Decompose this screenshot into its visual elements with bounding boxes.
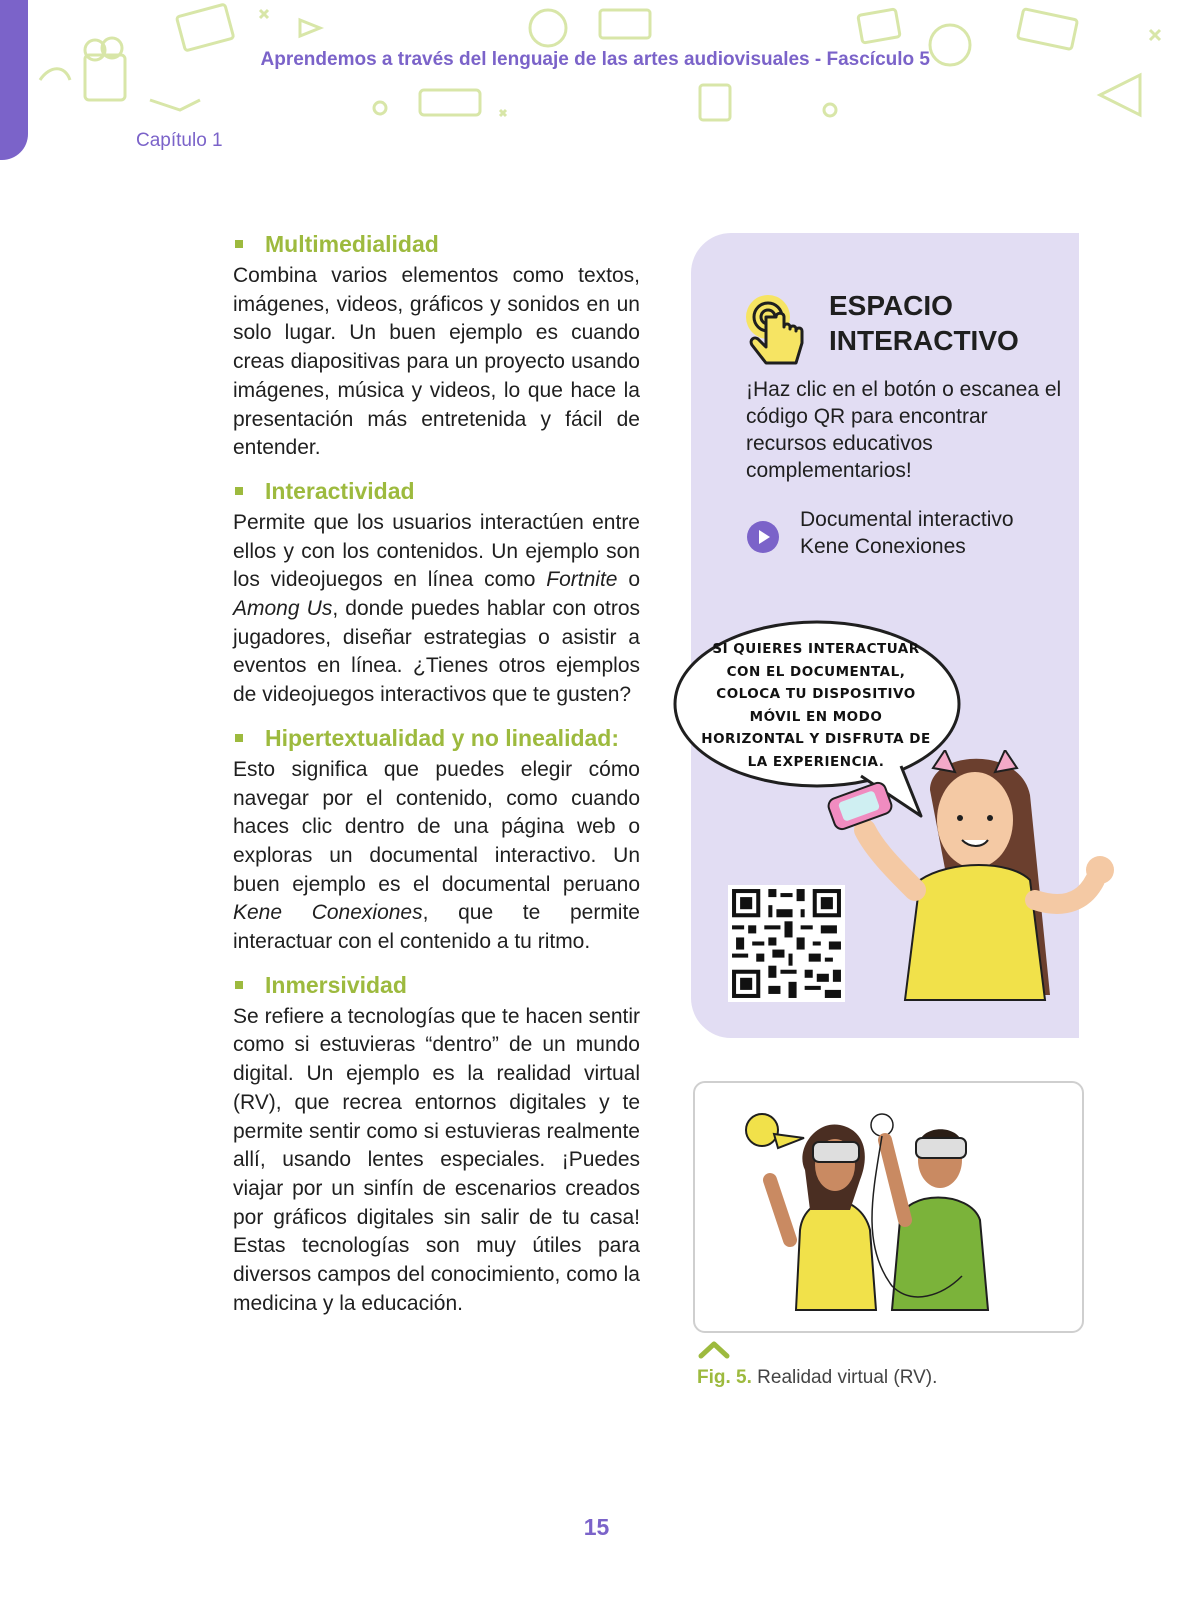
documentary-title: Kene Conexiones bbox=[233, 901, 423, 925]
game-title-fortnite: Fortnite bbox=[546, 568, 618, 592]
bullet-icon bbox=[235, 240, 243, 248]
section-body-hipertextualidad: Esto significa que puedes elegir cómo navegar por el contenido, como cuando haces clic dentro de una página web o exploras un documental interactivo. Un buen ejemplo es el documental peruano Kene Conexiones, que te permite interactuar con el contenido a tu ritmo. bbox=[233, 757, 640, 954]
documentary-link[interactable]: Documental interactivo Kene Conexiones bbox=[800, 508, 1014, 558]
chapter-label: Capítulo 1 bbox=[136, 130, 223, 151]
section-heading-hipertextualidad: Hipertextualidad y no linealidad: bbox=[233, 722, 640, 754]
speech-bubble-text: SI QUIERES INTERACTUAR CON EL DOCUMENTAL, COLOCA TU DISPOSITIVO MÓVIL EN MODO HORIZONTAL Y DISFRUTA DE LA EXPERIENCIA. bbox=[701, 641, 931, 770]
bullet-icon bbox=[235, 734, 243, 742]
section-heading-interactividad: Interactividad bbox=[233, 475, 640, 507]
chapter-side-tab bbox=[0, 0, 28, 160]
section-body-multimedialidad: Combina varios elementos como textos, imágenes, videos, gráficos y sonidos en un solo lugar. Un buen ejemplo es cuando creas diapositivas para un proyecto usando imágenes, música y videos, lo que hace la presentación más entretenida y fácil de entender. bbox=[233, 264, 640, 460]
qr-code[interactable] bbox=[728, 885, 845, 1002]
girl-with-phone-illustration bbox=[800, 750, 1140, 1040]
caret-up-icon bbox=[698, 1340, 730, 1360]
play-button-icon[interactable] bbox=[746, 520, 780, 554]
interactive-intro: ¡Haz clic en el botón o escanea el código QR para encontrar recursos educativos complementarios! bbox=[746, 378, 1062, 482]
bullet-icon bbox=[235, 981, 243, 989]
section-heading-multimedialidad: Multimedialidad bbox=[233, 228, 640, 260]
tap-hand-icon bbox=[746, 293, 812, 369]
section-heading-inmersividad: Inmersividad bbox=[233, 969, 640, 1001]
main-content bbox=[233, 228, 640, 1331]
section-body-inmersividad: Se refiere a tecnologías que te hacen sentir como si estuvieras “dentro” de un mundo digital. Un ejemplo es la realidad virtual (RV), que recrea entornos digitales y te permite sentir como si estuvieras realmente allí, usando lentes especiales. ¡Puedes viajar por un sinfín de escenarios creados por gráficos digitales sin salir de tu casa! Estas tecnologías son muy útiles para diversos campos del conocimiento, como la medicina y la educación. bbox=[233, 1004, 640, 1315]
interactive-title: ESPACIO INTERACTIVO bbox=[829, 290, 1019, 356]
page-number: 15 bbox=[583, 1514, 610, 1540]
virtual-reality-illustration bbox=[740, 1110, 1040, 1320]
header-title: Aprendemos a través del lenguaje de las artes audiovisuales - Fascículo 5 bbox=[260, 49, 930, 70]
game-title-among-us: Among Us bbox=[233, 597, 333, 621]
bullet-icon bbox=[235, 487, 243, 495]
figure-caption: Fig. 5. Realidad virtual (RV). bbox=[697, 1367, 938, 1388]
figure-number: Fig. 5. bbox=[697, 1367, 752, 1388]
section-body-interactividad: Permite que los usuarios interactúen entre ellos y con los contenidos. Un ejemplo son los videojuegos en línea como Fortnite o Among Us, donde puedes hablar con otros jugadores, diseñar estrategias o asistir a eventos en línea. ¿Tienes otros ejemplos de videojuegos interactivos que te gusten? bbox=[233, 510, 641, 707]
